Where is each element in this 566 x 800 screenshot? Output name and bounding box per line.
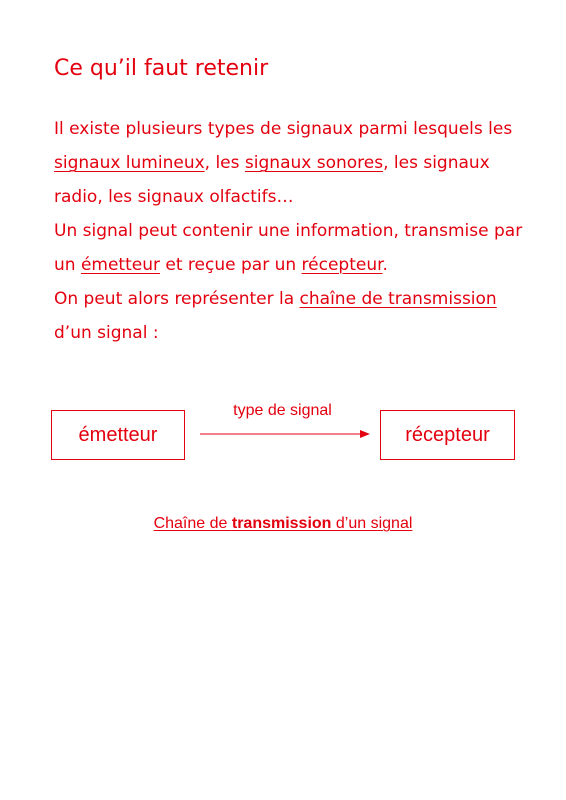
paragraph-signal-types — [54, 112, 534, 214]
page-title: Ce qu’il faut retenir — [54, 56, 269, 81]
text-segment: Il existe plusieurs types de signaux parmi lesquels les — [54, 119, 513, 139]
arrow-label: type de signal — [233, 402, 332, 419]
term-light-signals: signaux lumineux — [54, 153, 205, 173]
term-emitter: émetteur — [80, 255, 160, 275]
caption-part: d’un signal — [331, 515, 413, 532]
text-segment: Un signal peut contenir une information, transmise par un — [54, 221, 523, 275]
summary-text — [54, 112, 534, 350]
text-segment: , les — [204, 153, 245, 173]
term-transmission-chain: chaîne de transmission — [299, 289, 497, 309]
term-sound-signals: signaux sonores — [244, 153, 384, 173]
caption-part: Chaîne de — [153, 515, 232, 532]
text-segment: d’un signal : — [54, 323, 159, 343]
diagram-caption — [0, 512, 566, 536]
paragraph-transmission-chain — [54, 282, 534, 350]
text-segment: On peut alors représenter la — [54, 289, 300, 309]
text-segment: . — [382, 255, 388, 275]
receiver-label: récepteur — [405, 423, 490, 446]
term-receiver: récepteur — [301, 255, 383, 275]
text-segment: et reçue par un — [160, 255, 302, 275]
emitter-label: émetteur — [78, 423, 158, 446]
receiver-box — [380, 410, 515, 460]
emitter-box — [51, 410, 185, 460]
text-segment: , les signaux radio, les signaux olfactifs… — [54, 153, 490, 207]
paragraph-signal-information — [54, 214, 534, 282]
arrow-icon — [200, 427, 370, 441]
caption-bold-part: transmission — [231, 515, 332, 532]
